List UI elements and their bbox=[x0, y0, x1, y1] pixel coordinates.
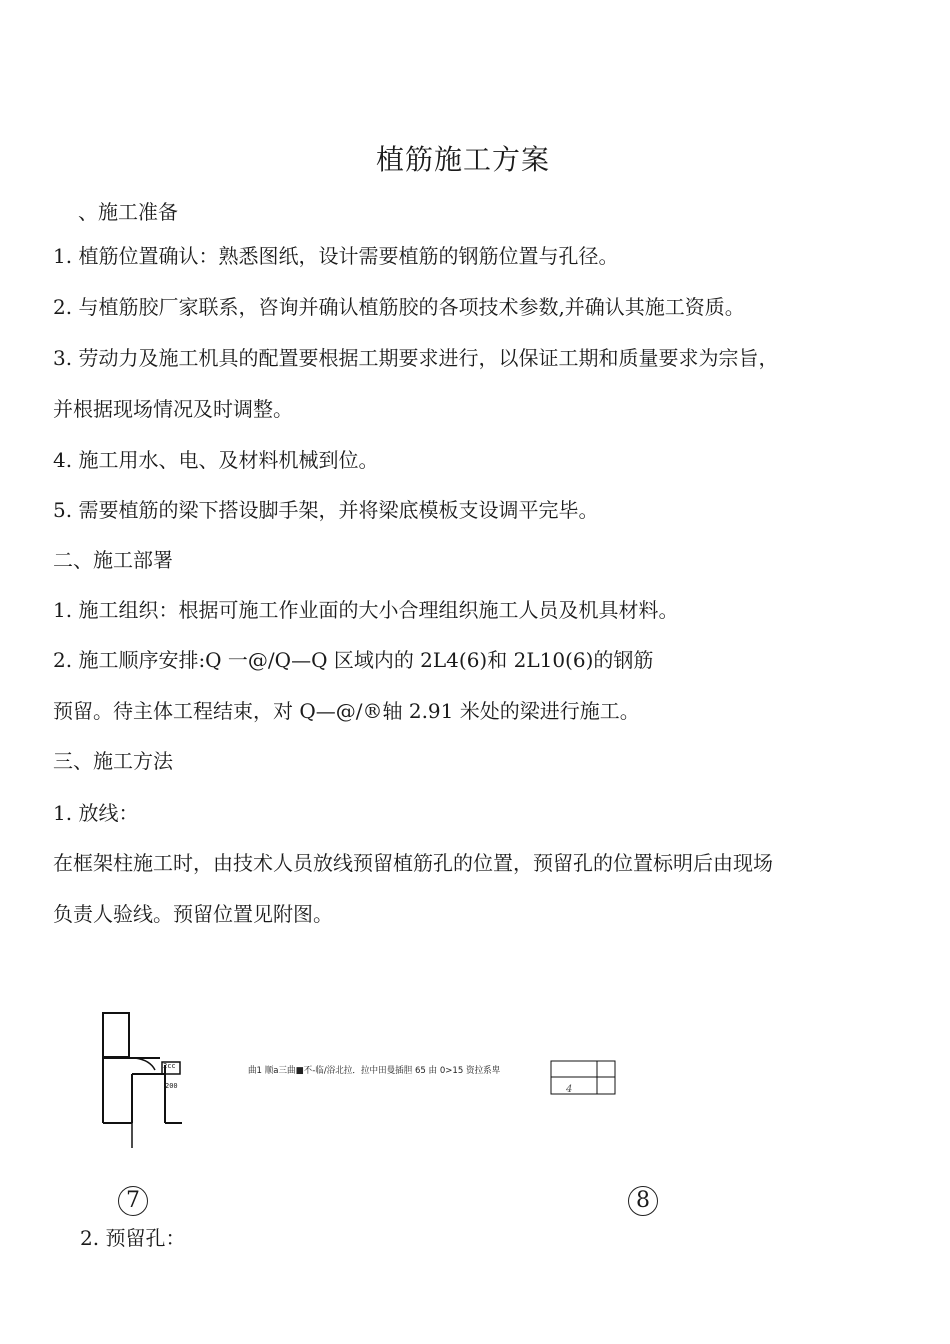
section-heading-preparation: 、施工准备 bbox=[78, 200, 178, 224]
paragraph-deploy-2-line1: 2. 施工顺序安排:Q 一@/Q—Q 区域内的 2L4(6)和 2L10(6)的钢筋 bbox=[53, 648, 654, 672]
paragraph-method-1: 1. 放线： bbox=[53, 801, 139, 825]
paragraph-prep-4: 4. 施工用水、电、及材料机械到位。 bbox=[53, 448, 379, 472]
grid-cell-label: 4 bbox=[566, 1084, 573, 1095]
paragraph-prep-5: 5. 需要植筋的梁下搭设脚手架，并将梁底模板支设调平完毕。 bbox=[53, 498, 599, 522]
drawing-note: 曲1 顺a三曲■不-临/浴北拉．拉中田曼插胆 65 由 0>15 资拉系卑 bbox=[248, 1066, 501, 1076]
reservation-drawing bbox=[0, 990, 950, 1230]
paragraph-prep-1: 1. 植筋位置确认：熟悉图纸，设计需要植筋的钢筋位置与孔径。 bbox=[53, 244, 619, 268]
paragraph-deploy-2-line2: 预留。待主体工程结束，对 Q—@/®轴 2.91 米处的梁进行施工。 bbox=[53, 699, 640, 723]
paragraph-prep-2: 2. 与植筋胶厂家联系，咨询并确认植筋胶的各项技术参数,并确认其施工资质。 bbox=[53, 295, 745, 319]
axis-marker-right: 8 bbox=[628, 1186, 658, 1216]
axis-marker-left: 7 bbox=[118, 1186, 148, 1216]
document-title: 植筋施工方案 bbox=[375, 143, 550, 176]
tag-label-top: 2cc bbox=[163, 1062, 176, 1070]
paragraph-method-1-line1: 在框架柱施工时，由技术人员放线预留植筋孔的位置，预留孔的位置标明后由现场 bbox=[53, 851, 773, 875]
paragraph-prep-3-line1: 3. 劳动力及施工机具的配置要根据工期要求进行，以保证工期和质量要求为宗旨， bbox=[53, 346, 779, 370]
paragraph-prep-3-line2: 并根据现场情况及时调整。 bbox=[53, 397, 293, 421]
tag-label-bottom: 200 bbox=[165, 1082, 178, 1090]
corner-curve bbox=[135, 1058, 155, 1070]
paragraph-method-1-line2: 负责人验线。预留位置见附图。 bbox=[53, 902, 333, 926]
column-top-rect bbox=[103, 1013, 129, 1057]
section-heading-reserved-holes: 2. 预留孔： bbox=[80, 1226, 186, 1250]
paragraph-deploy-1: 1. 施工组织：根据可施工作业面的大小合理组织施工人员及机具材料。 bbox=[53, 598, 679, 622]
section-heading-method: 三、施工方法 bbox=[53, 749, 173, 773]
section-heading-deployment: 二、施工部署 bbox=[53, 548, 173, 572]
